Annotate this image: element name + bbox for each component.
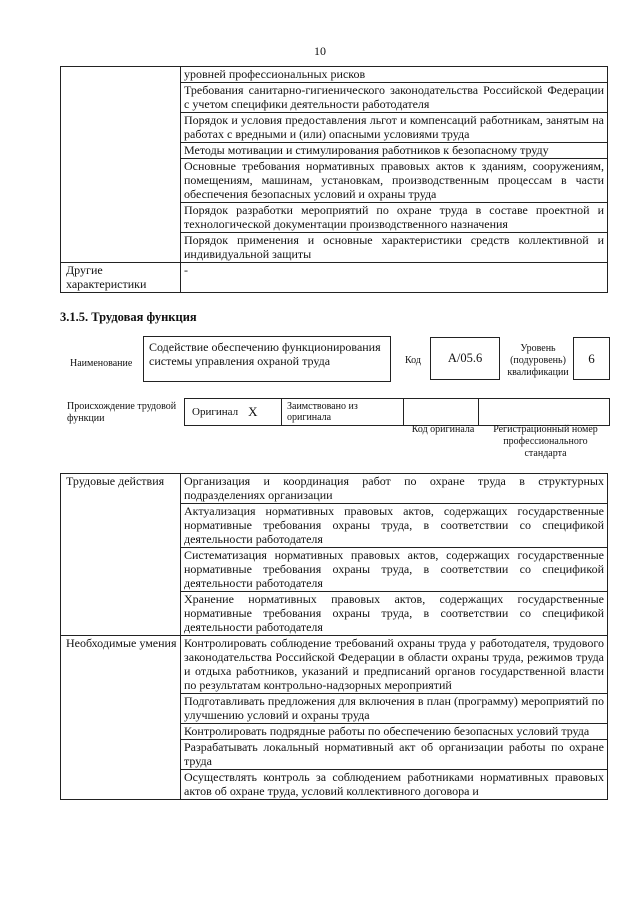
origin-label: Происхождение трудовой функции	[67, 401, 177, 424]
labor-action-item: Хранение нормативных правовых актов, содержащих государственные нормативные требования охраны труда, в соответствии со спецификой деятельности работодателя	[181, 592, 608, 636]
skill-item: Контролировать соблюдение требований охраны труда у работодателя, трудового законодательства Российской Федерации в области охраны труда, режимов труда и отдыха работников, указаний и предписаний органов государственной власти по результатам контрольно-надзорных мероприятий	[181, 636, 608, 694]
skill-item: Разрабатывать локальный нормативный акт об организации работы по охране труда	[181, 740, 608, 770]
labor-action-item: Актуализация нормативных правовых актов, содержащих государственные нормативные требования охраны труда, в соответствии со спецификой деятельности работодателя	[181, 504, 608, 548]
code-label: Код	[405, 355, 421, 366]
original-mark: X	[248, 404, 258, 419]
skill-item: Контролировать подрядные работы по обеспечению безопасных условий труда	[181, 724, 608, 740]
knowledge-item: уровней профессиональных рисков	[181, 67, 608, 83]
function-details-table	[60, 473, 608, 800]
requirements-table-continued	[60, 66, 608, 293]
code-original-cell	[404, 399, 479, 425]
knowledge-item: Методы мотивации и стимулирования работников к безопасному труду	[181, 143, 608, 159]
knowledge-item: Порядок и условия предоставления льгот и компенсаций работникам, занятым на работах с вредными и (или) опасными условиями труда	[181, 113, 608, 143]
name-label: Наименование	[70, 358, 133, 369]
borrowed-cell: Заимствовано из оригинала	[282, 399, 404, 425]
knowledge-item: Порядок применения и основные характеристики средств коллективной и индивидуальной защиты	[181, 233, 608, 263]
function-code-box: А/05.6	[430, 337, 500, 380]
other-characteristics-label: Другие характеристики	[61, 263, 181, 293]
qualification-level-box: 6	[573, 337, 610, 380]
skill-item: Подготавливать предложения для включения в план (программу) мероприятий по улучшению условий и охраны труда	[181, 694, 608, 724]
origin-row	[184, 398, 610, 426]
knowledge-item: Порядок разработки мероприятий по охране труда в составе проектной и технологической документации производственного назначения	[181, 203, 608, 233]
labor-action-item: Организация и координация работ по охране труда в структурных подразделениях организации	[181, 474, 608, 504]
empty-label-cell	[61, 67, 181, 263]
qualification-level-label: Уровень (подуровень) квалификации	[507, 343, 569, 378]
labor-actions-label: Трудовые действия	[61, 474, 181, 636]
original-cell	[185, 399, 282, 425]
other-characteristics-value: -	[181, 263, 608, 293]
required-skills-label: Необходимые умения	[61, 636, 181, 800]
function-name-box: Содействие обеспечению функционирования системы управления охраной труда	[143, 336, 391, 382]
section-title: 3.1.5. Трудовая функция	[60, 310, 197, 324]
page-number: 10	[314, 44, 326, 58]
code-original-label: Код оригинала	[411, 424, 475, 435]
skill-item: Осуществлять контроль за соблюдением работниками нормативных правовых актов об охране труда, условий коллективного договора и	[181, 770, 608, 800]
registration-number-label: Регистрационный номер профессионального стандарта	[493, 424, 598, 459]
knowledge-item: Основные требования нормативных правовых актов к зданиям, сооружениям, помещениям, машинам, установкам, производственным процессам в части обеспечения безопасных условий и охраны труда	[181, 159, 608, 203]
original-label: Оригинал	[192, 406, 239, 418]
labor-action-item: Систематизация нормативных правовых актов, содержащих государственные нормативные требования охраны труда, в соответствии со спецификой деятельности работодателя	[181, 548, 608, 592]
knowledge-item: Требования санитарно-гигиенического законодательства Российской Федерации с учетом специфики деятельности работодателя	[181, 83, 608, 113]
